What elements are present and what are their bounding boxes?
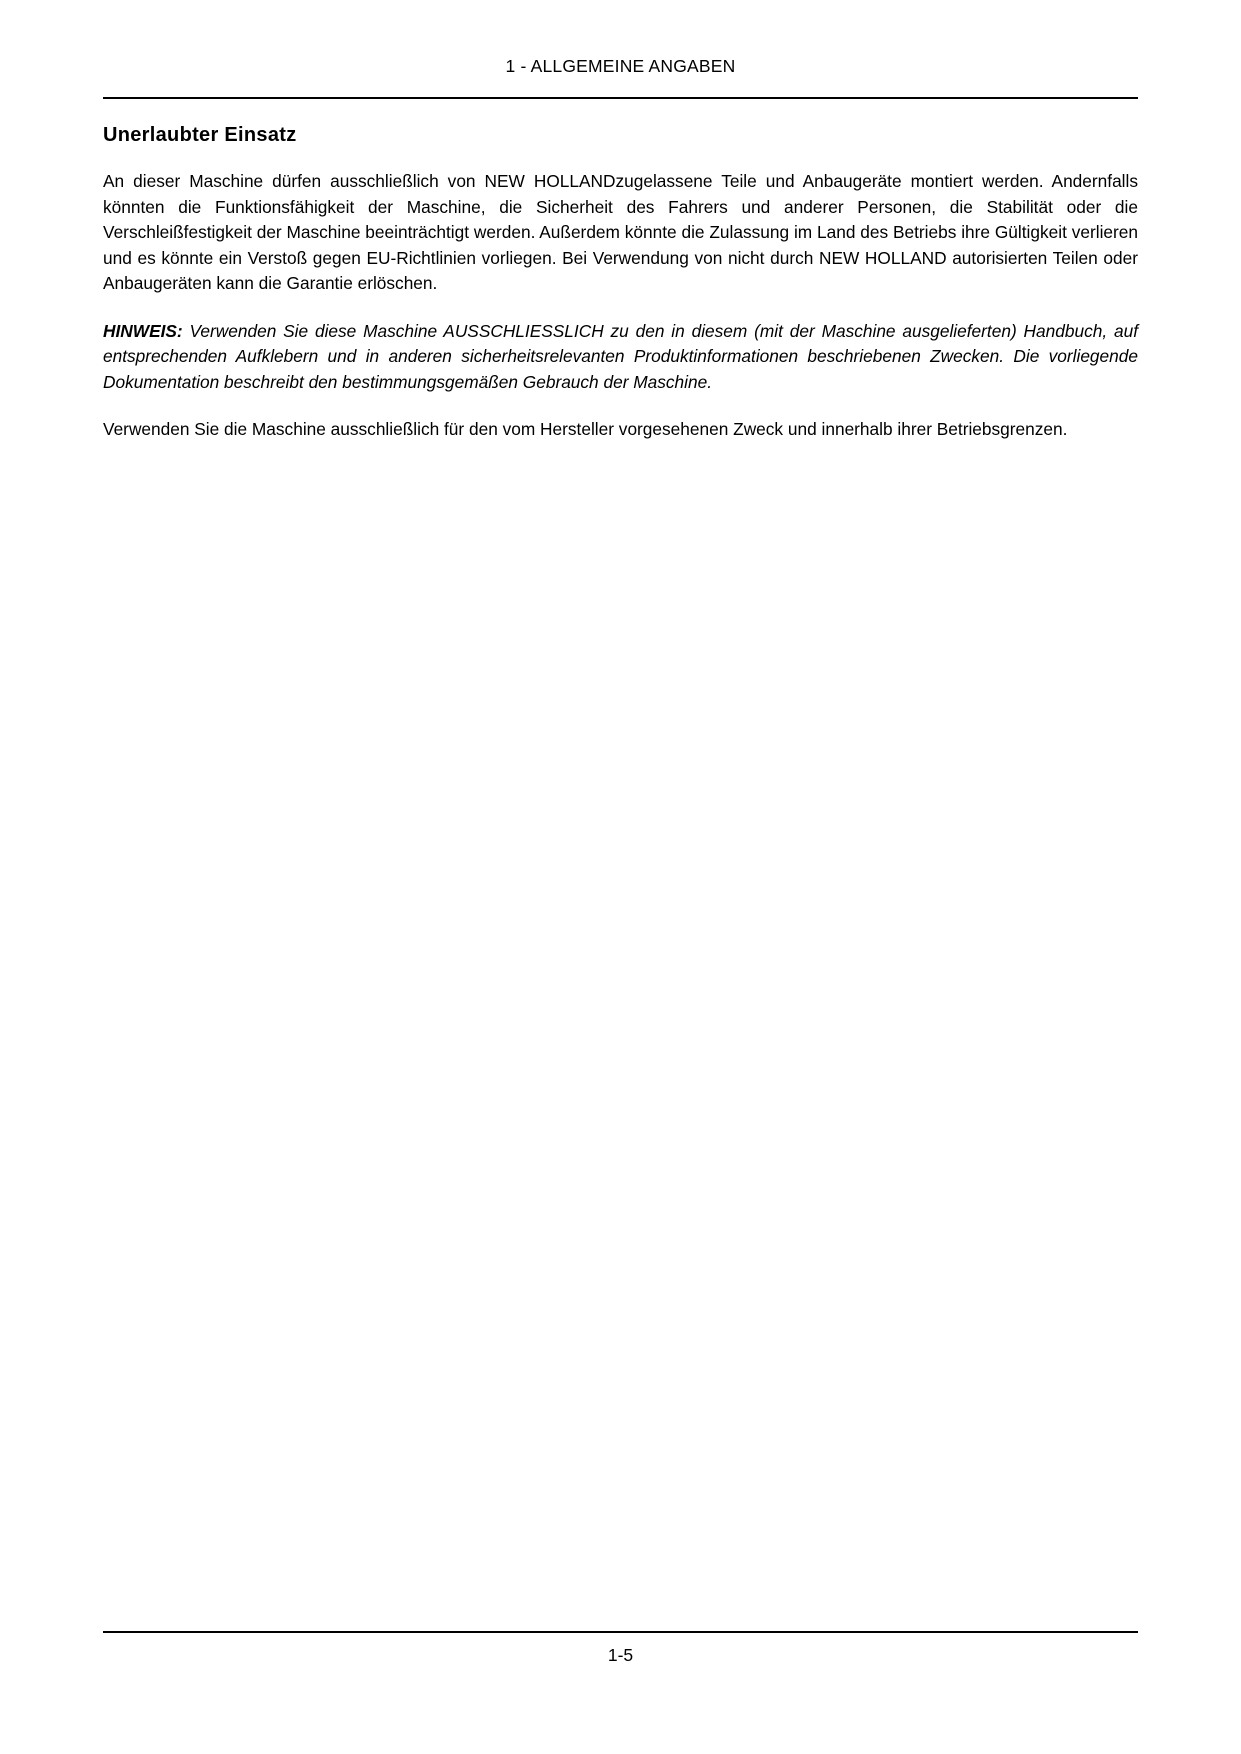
note-label: HINWEIS: [103,320,183,341]
paragraph-intended-use: Verwenden Sie die Maschine ausschließlich für den vom Hersteller vorgesehenen Zweck und innerhalb ihrer Betriebsgrenzen. [103,419,1068,439]
section-heading: Unerlaubter Einsatz [103,124,297,146]
paragraph-permitted-parts: An dieser Maschine dürfen ausschließlich von NEW HOLLANDzugelassene Teile und Anbaugeräte montiert werden. Andernfalls könnten die Funktionsfähigkeit der Maschine, die Sicherheit des Fahrers und anderer Personen, die Stabilität oder die Verschleißfestigkeit der Maschine beeinträchtigt werden. Außerdem könnte die Zulassung im Land des Betriebs ihre Gültigkeit verlieren und es könnte ein Verstoß gegen EU-Richtlinien vorliegen. Bei Verwendung von nicht durch NEW HOLLAND autorisierten Teilen oder Anbaugeräten kann die Garantie erlöschen. [103,171,1138,293]
note-paragraph [103,319,1138,396]
page-content [103,124,1138,443]
footer-divider [103,1631,1138,1633]
page-header-title: 1 - ALLGEMEINE ANGABEN [505,56,736,76]
note-body: Verwenden Sie diese Maschine AUSSCHLIESSLICH zu den in diesem (mit der Maschine ausgelieferten) Handbuch, auf entsprechenden Aufklebern und in anderen sicherheitsrelevanten Produktinformationen beschriebenen Zwecken. Die vorliegende Dokumentation beschreibt den bestimmungsgemäßen Gebrauch der Maschine. [103,320,1138,392]
header-divider [103,97,1138,99]
page-number: 1-5 [607,1645,634,1665]
